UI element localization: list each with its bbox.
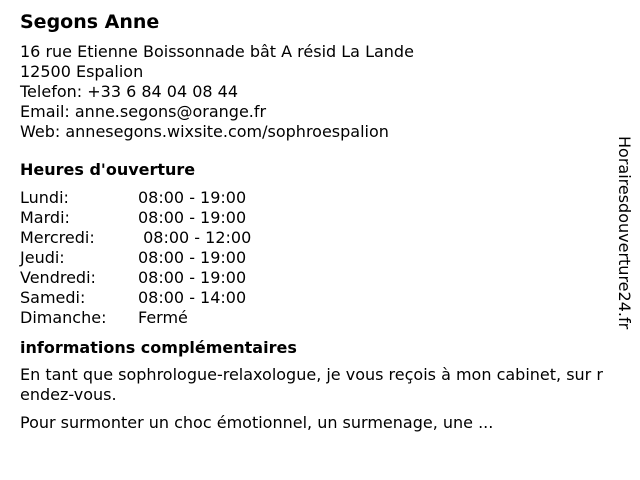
time-range: Fermé bbox=[138, 308, 188, 327]
address-line-1: 16 rue Etienne Boissonnade bât A résid La Lande bbox=[20, 42, 414, 61]
hours-table bbox=[20, 188, 610, 328]
business-listing bbox=[20, 10, 610, 433]
contact-block bbox=[20, 42, 610, 142]
hours-row-saturday bbox=[20, 288, 610, 308]
hours-row-monday bbox=[20, 188, 610, 208]
email-text: Email: anne.segons@orange.fr bbox=[20, 102, 267, 121]
day-label: Samedi: bbox=[20, 288, 86, 307]
time-range: 08:00 - 19:00 bbox=[138, 248, 247, 267]
info-paragraph-1: En tant que sophrologue-relaxologue, je vous reçois à mon cabinet, sur rendez-vous. bbox=[20, 365, 603, 404]
day-label: Dimanche: bbox=[20, 308, 107, 327]
info-paragraph-2: Pour surmonter un choc émotionnel, un surmenage, une ... bbox=[20, 413, 494, 432]
day-label: Mardi: bbox=[20, 208, 70, 227]
hours-heading: Heures d'ouverture bbox=[20, 160, 196, 179]
time-range: 08:00 - 12:00 bbox=[138, 228, 252, 247]
address-line-2: 12500 Espalion bbox=[20, 62, 144, 81]
hours-row-wednesday bbox=[20, 228, 610, 248]
info-heading: informations complémentaires bbox=[20, 338, 297, 357]
business-name: Segons Anne bbox=[20, 11, 160, 33]
hours-row-friday bbox=[20, 268, 610, 288]
phone-text: Telefon: +33 6 84 04 08 44 bbox=[20, 82, 239, 101]
day-label: Vendredi: bbox=[20, 268, 96, 287]
web-text: Web: annesegons.wixsite.com/sophroespalion bbox=[20, 122, 389, 141]
day-label: Jeudi: bbox=[20, 248, 65, 267]
site-watermark: Horairesdouverture24.fr bbox=[615, 136, 634, 330]
day-label: Lundi: bbox=[20, 188, 69, 207]
time-range: 08:00 - 19:00 bbox=[138, 268, 247, 287]
hours-row-tuesday bbox=[20, 208, 610, 228]
day-label: Mercredi: bbox=[20, 228, 95, 247]
time-range: 08:00 - 19:00 bbox=[138, 208, 247, 227]
hours-row-sunday bbox=[20, 308, 610, 328]
time-range: 08:00 - 14:00 bbox=[138, 288, 247, 307]
time-range: 08:00 - 19:00 bbox=[138, 188, 247, 207]
hours-row-thursday bbox=[20, 248, 610, 268]
